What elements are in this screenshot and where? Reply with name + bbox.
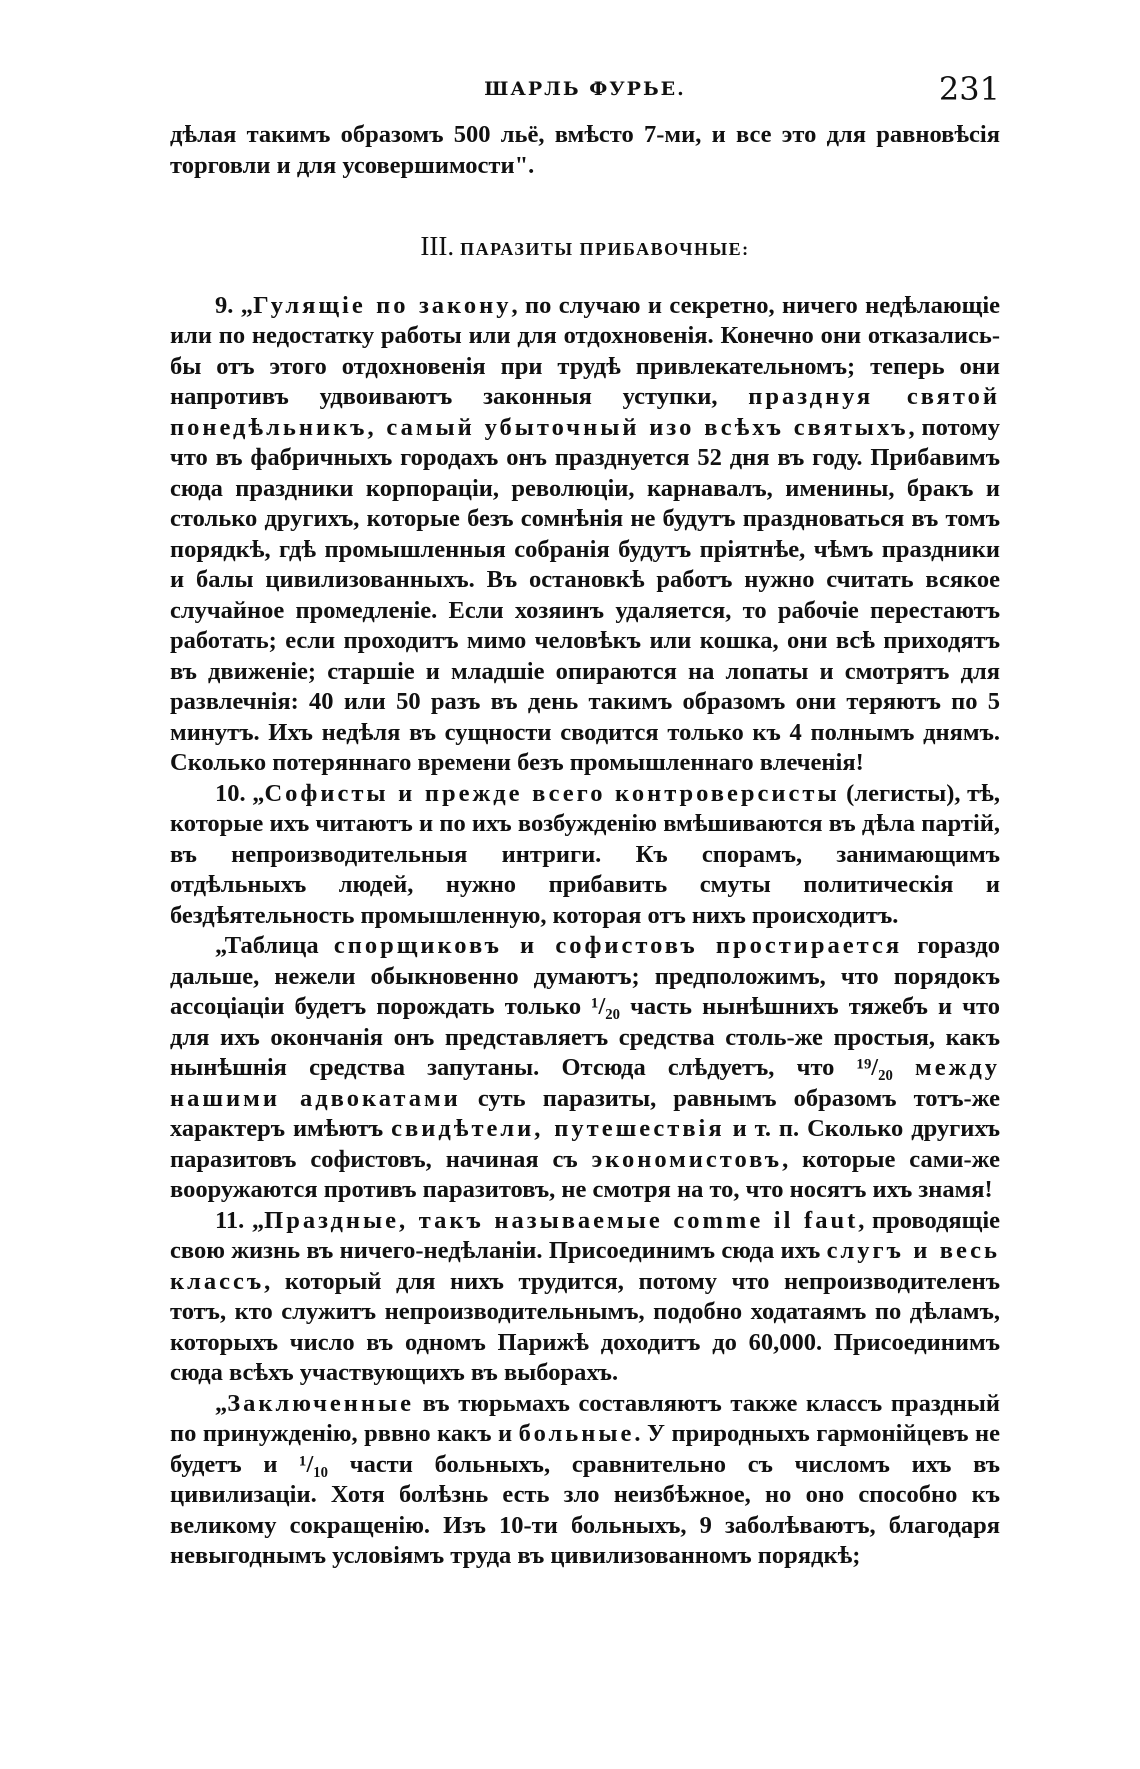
running-head (170, 70, 1000, 110)
section-title: ПАРАЗИТЫ ПРИБАВОЧНЫЕ: (460, 239, 750, 259)
paragraph-lead: 10. „ (215, 779, 265, 807)
spaced-term: Софисты и прежде всего контроверсисты (264, 779, 840, 807)
spaced-term: свидѣтели, путешествія (391, 1115, 725, 1142)
paragraph-lead: 11. „ (215, 1206, 265, 1234)
spaced-term: comme il faut (662, 1206, 859, 1234)
spaced-term: Праздные, такъ называемые (264, 1206, 663, 1234)
paragraph-text: , по случаю и секретно, ничего недѣлающіе или по недостатку работы или для отдохновенія. Конечно они отказались-бы отъ этого отдохновенія при трудѣ привлекательномъ; теперь они напротивъ удвоиваютъ законныя уступки, (170, 291, 1001, 410)
paragraph-10 (170, 779, 1000, 932)
paragraph-lead: „Таблица (215, 932, 334, 959)
paragraph-lead: „ (215, 1389, 228, 1417)
spaced-term: Заключенные (227, 1389, 415, 1417)
spaced-term: спорщиковъ и софистовъ простирается (333, 932, 903, 959)
paragraph-prisoners (170, 1389, 1000, 1572)
spaced-term: празднуя святой понедѣльникъ, самый убыточный изо всѣхъ святыхъ (170, 383, 1000, 441)
paragraph-text: , проводящіе свою жизнь въ ничего-недѣланіи. Присоединимъ сюда ихъ (170, 1206, 1001, 1264)
paragraph-text: гораздо дальше, нежели обыкновенно думаютъ; предположимъ, что порядокъ ассоціаціи будетъ порождать только ¹/₂₀ часть нынѣшнихъ тяжебъ и что для ихъ окончанія онъ представляетъ средства столь-же простыя, какъ нынѣшнія средства запутаны. Отсюда слѣдуетъ, что ¹⁹/₂₀ (170, 932, 1000, 1081)
paragraph-text: . У природныхъ гармонійцевъ не будетъ и ¹/₁₀ части больныхъ, сравнительно съ числомъ ихъ въ цивилизаціи. Хотя болѣзнь есть зло неизбѣжное, но оно способно къ великому сокращенію. Изъ 10-ти больныхъ, 9 заболѣваютъ, благодаря невыгоднымъ условіямъ труда въ цивилизованномъ порядкѣ; (170, 1420, 1000, 1569)
spaced-term: между нашими адвокатами (170, 1054, 1000, 1112)
paragraph-text: (легисты), тѣ, которые ихъ читаютъ и по ихъ возбужденію вмѣшиваются въ дѣла партій, въ непроизводительныя интриги. Къ спорамъ, занимающимъ отдѣльныхъ людей, нужно прибавить смуты политическія и бездѣятельность промышленную, которая отъ нихъ происходитъ. (170, 779, 1000, 929)
paragraph-continuation (170, 120, 1000, 181)
page-number: 231 (938, 70, 1000, 108)
section-heading (170, 231, 1000, 265)
running-title: ШАРЛЬ ФУРЬЕ. (484, 78, 686, 100)
paragraph-text: , которые сами-же вооружаются противъ паразитовъ, не смотря на то, что носятъ ихъ знамя! (170, 1145, 1000, 1203)
section-number: III. (420, 231, 455, 261)
paragraph-table-of-disputants (170, 931, 1000, 1206)
body-text (170, 120, 1000, 1572)
paragraph-text: въ тюрьмахъ составляютъ также классъ праздный по принужденію, рввно какъ и (170, 1389, 1000, 1447)
paragraph-text: дѣлая такимъ образомъ 500 льё, вмѣсто 7-ми, и все это для равновѣсія торговли и для усовершимости". (170, 121, 1000, 179)
paragraph-11 (170, 1206, 1000, 1389)
spaced-term: слугъ и весь классъ (170, 1237, 1000, 1295)
paragraph-text: и т. п. Сколько другихъ паразитовъ софистовъ, начиная съ (170, 1115, 1001, 1173)
spaced-term: экономистовъ (591, 1145, 783, 1173)
paragraph-lead: 9. „ (215, 291, 254, 319)
paragraph-text: , который для нихъ трудится, потому что непроизводителенъ тотъ, кто служитъ непроизводительнымъ, подобно ходатаямъ по дѣламъ, которыхъ число въ одномъ Парижѣ доходитъ до 60,000. Присоединимъ сюда всѣхъ участвующихъ въ выборахъ. (170, 1267, 1000, 1386)
spaced-term: Гулящіе по закону (253, 291, 512, 319)
paragraph-9 (170, 291, 1000, 779)
paragraph-text: суть паразиты, равнымъ образомъ тотъ-же характеръ имѣютъ (170, 1084, 1001, 1142)
spaced-term: больные (518, 1420, 635, 1447)
paragraph-text: , потому что въ фабричныхъ городахъ онъ празднуется 52 дня въ году. Прибавимъ сюда праздники корпораціи, революціи, карнавалъ, именины, бракъ и столько другихъ, которые безъ сомнѣнія не будутъ праздноваться въ томъ порядкѣ, гдѣ промышленныя собранія будутъ пріятнѣе, чѣмъ праздники и балы цивилизованныхъ. Въ остановкѣ работъ нужно считать всякое случайное промедленіе. Если хозяинъ удаляется, то рабочіе перестаютъ работать; если проходитъ мимо человѣкъ или кошка, они всѣ приходятъ въ движеніе; старшіе и младшіе опираются на лопаты и смотрятъ для развлечнія: 40 или 50 разъ въ день такимъ образомъ они теряютъ по 5 минутъ. Ихъ недѣля въ сущности сводится только къ 4 полнымъ днямъ. Сколько потеряннаго времени безъ промышленнаго влеченія! (170, 413, 1000, 776)
